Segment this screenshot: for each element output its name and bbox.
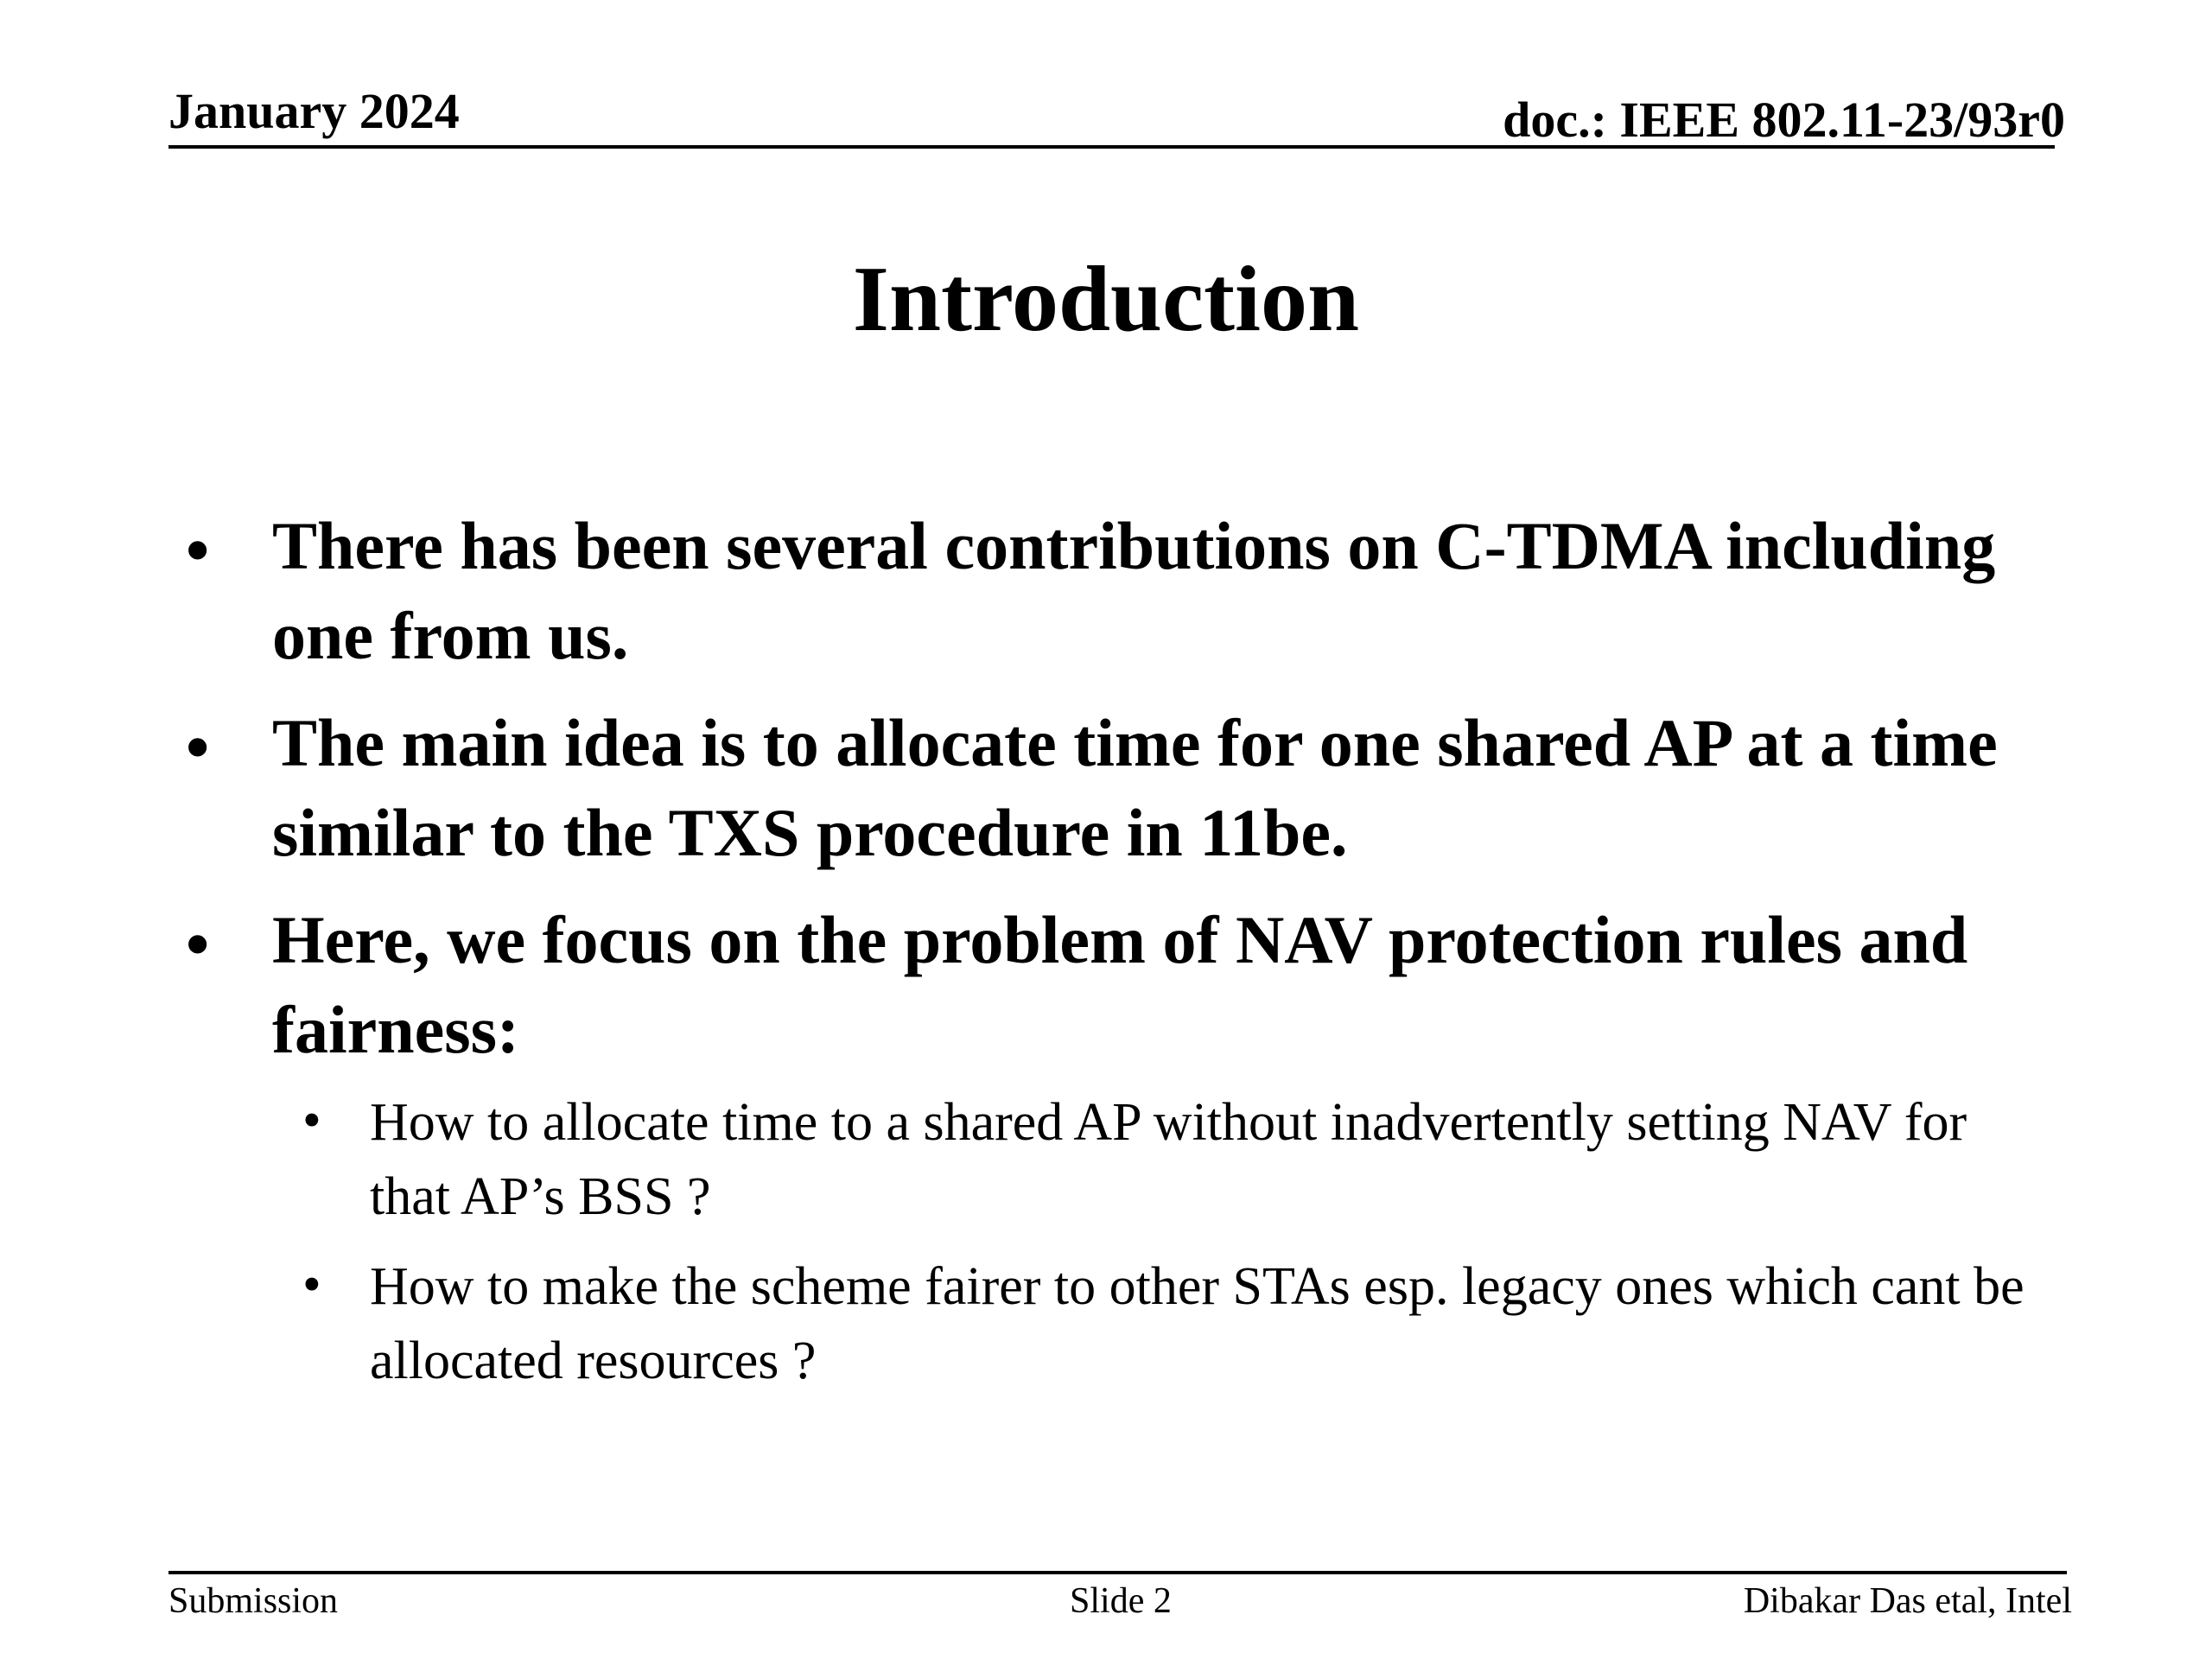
footer-slide-number: Slide 2 xyxy=(1070,1581,1172,1621)
bullet-item: There has been several contributions on C-TDMA including one from us. xyxy=(272,508,1996,673)
header-date: January 2024 xyxy=(168,83,460,139)
bullet-marker: • xyxy=(186,709,210,785)
bullet-item: The main idea is to allocate time for one shared AP at a time similar to the TXS procedure in 11be. xyxy=(272,705,1998,870)
sub-bullet-item: How to allocate time to a shared AP without inadvertently setting NAV for that AP’s BSS ? xyxy=(370,1093,1967,1226)
bullet-item: Here, we focus on the problem of NAV protection rules and fairness: xyxy=(272,902,1968,1067)
sub-bullet-marker: • xyxy=(302,1091,321,1150)
sub-bullet-item: How to make the scheme fairer to other STAs esp. legacy ones which cant be allocated resources ? xyxy=(370,1257,2024,1390)
footer-author: Dibakar Das etal, Intel xyxy=(1743,1581,2072,1621)
footer-divider xyxy=(168,1571,2067,1574)
footer-submission: Submission xyxy=(168,1581,339,1621)
bullet-marker: • xyxy=(186,512,210,588)
header-doc-id: doc.: IEEE 802.11-23/93r0 xyxy=(1503,92,2065,148)
sub-bullet-marker: • xyxy=(302,1255,321,1314)
bullet-marker: • xyxy=(186,906,210,982)
slide-title: Introduction xyxy=(852,248,1360,351)
